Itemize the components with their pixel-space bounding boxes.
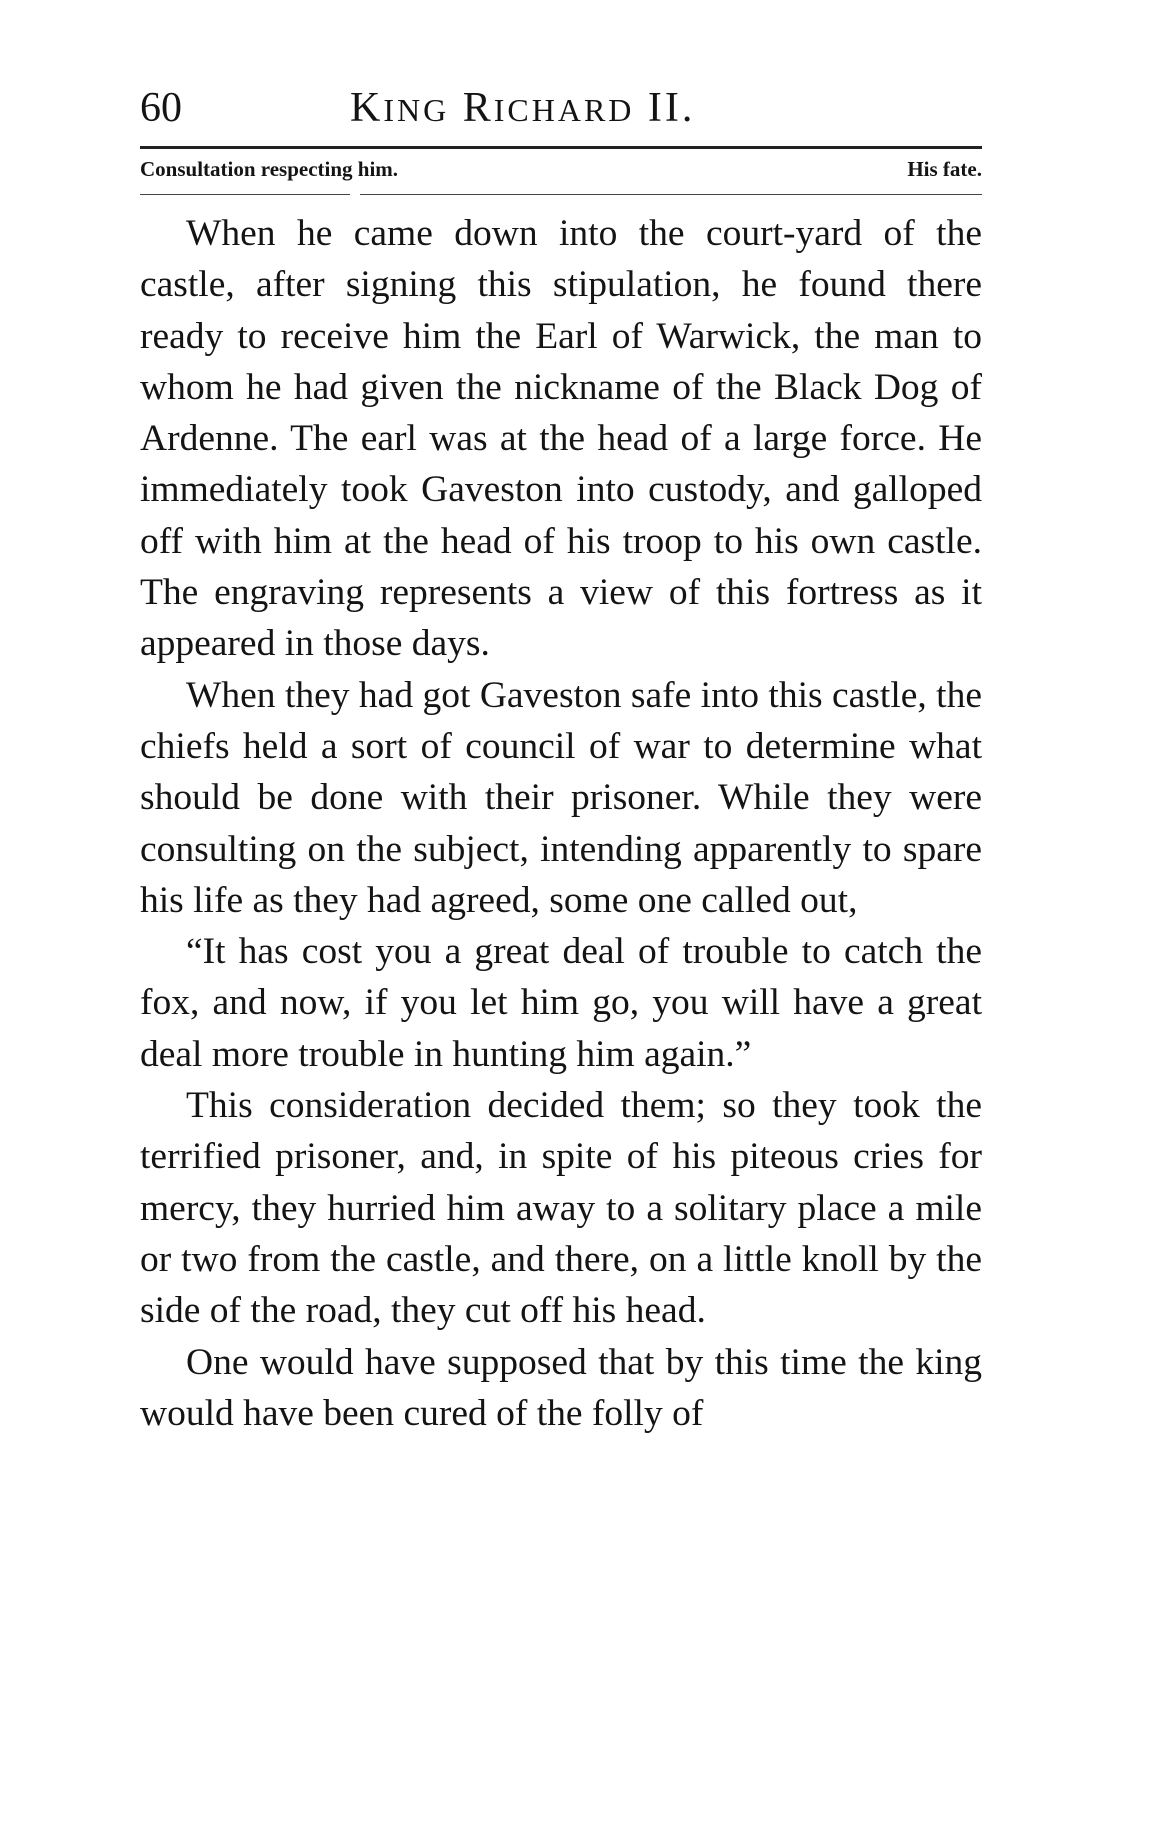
page-header	[140, 78, 980, 138]
title-word-1: KING	[350, 85, 450, 131]
title-word-2: RICHARD	[462, 85, 635, 131]
sidenote-right: His fate.	[907, 157, 982, 181]
paragraph-1: When he came down into the court-yard of the castle, after signing this stipulation, he found there ready to receive him the Earl of Warwick, the man to whom he had given the nickname of the Black Dog of Ardenne. The earl was at the head of a large force. He immediately took Gaveston into custody, and galloped off with him at the head of his troop to his own castle. The engraving represents a view of this fortress as it appeared in those days.	[140, 213, 982, 665]
page-number: 60	[140, 85, 182, 131]
sub-rule-right	[360, 194, 982, 195]
paragraph-3: “It has cost you a great deal of trouble to catch the fox, and now, if you let him go, you will have a great deal more trouble in hunting him again.”	[140, 931, 982, 1075]
paragraph-5: One would have supposed that by this time the king would have been cured of the folly of	[140, 1341, 982, 1434]
running-title	[350, 78, 695, 140]
header-rule	[140, 146, 982, 149]
sub-rule-left	[140, 194, 350, 195]
body-text	[140, 208, 982, 1439]
sidenote-left: Consultation respecting him.	[140, 157, 399, 181]
marginal-notes	[140, 152, 982, 186]
paragraph-2: When they had got Gaveston safe into this castle, the chiefs held a sort of council of war to determine what should be done with their prisoner. While they were consulting on the subject, intending apparently to spare his life as they had agreed, some one called out,	[140, 674, 982, 921]
paragraph-4: This consideration decided them; so they took the terrified prisoner, and, in spite of his piteous cries for mercy, they hurried him away to a solitary place a mile or two from the castle, and there, on a little knoll by the side of the road, they cut off his head.	[140, 1085, 982, 1332]
title-word-3: II.	[647, 85, 696, 131]
